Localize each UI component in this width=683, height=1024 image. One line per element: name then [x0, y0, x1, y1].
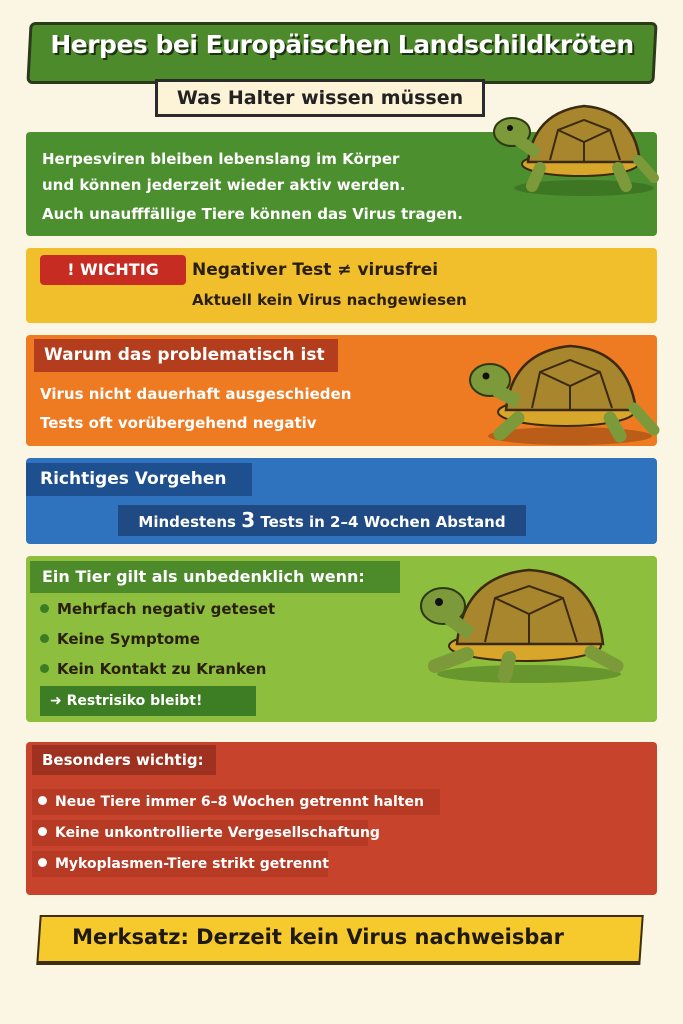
procedure-number: 3: [241, 508, 256, 532]
procedure-prefix: Mindestens: [138, 513, 242, 531]
safe-item-3: Kein Kontakt zu Kranken: [40, 660, 266, 678]
bullet-icon: [40, 664, 49, 673]
safe-heading: Ein Tier gilt als unbedenklich wenn:: [30, 561, 400, 593]
intro-line-3: Auch unaufffällige Tiere können das Virus tragen.: [42, 205, 463, 223]
bullet-icon: [38, 827, 47, 836]
important-item-2: Keine unkontrollierte Vergesellschaftung: [32, 820, 368, 846]
warning-badge: ! WICHTIG: [40, 255, 186, 285]
motto-text: Merksatz: Derzeit kein Virus nachweisbar: [72, 925, 564, 949]
procedure-heading: Richtiges Vorgehen: [26, 463, 252, 496]
page-title: Herpes bei Europäischen Landschildkröten: [50, 30, 634, 59]
bullet-icon: [38, 858, 47, 867]
turtle-icon: [405, 562, 635, 686]
intro-line-1: Herpesviren bleiben lebenslang im Körper: [42, 150, 400, 168]
safe-item-2: Keine Symptome: [40, 630, 200, 648]
page-subtitle: Was Halter wissen müssen: [155, 79, 485, 117]
procedure-suffix: Tests in 2–4 Wochen Abstand: [255, 513, 506, 531]
problem-heading: Warum das problematisch ist: [34, 339, 338, 372]
intro-line-2: und können jederzeit wieder aktiv werden.: [42, 176, 406, 194]
important-heading: Besonders wichtig:: [32, 745, 216, 775]
bullet-icon: [40, 634, 49, 643]
important-item-1: Neue Tiere immer 6–8 Wochen getrennt halten: [32, 789, 440, 815]
warning-line-1: Negativer Test ≠ virusfrei: [192, 260, 439, 280]
problem-item-2: Tests oft vorübergehend negativ: [40, 414, 317, 432]
safe-item-1: Mehrfach negativ geteset: [40, 600, 275, 618]
turtle-icon: [460, 338, 665, 448]
procedure-instruction: [118, 505, 526, 536]
bullet-icon: [38, 796, 47, 805]
bullet-icon: [40, 604, 49, 613]
residual-risk-note: ➜ Restrisiko bleibt!: [40, 686, 256, 716]
problem-item-1: Virus nicht dauerhaft ausgeschieden: [40, 385, 352, 403]
warning-line-2: Aktuell kein Virus nachgewiesen: [192, 291, 467, 309]
turtle-icon: [488, 98, 660, 198]
important-item-3: Mykoplasmen-Tiere strikt getrennt: [32, 851, 328, 877]
